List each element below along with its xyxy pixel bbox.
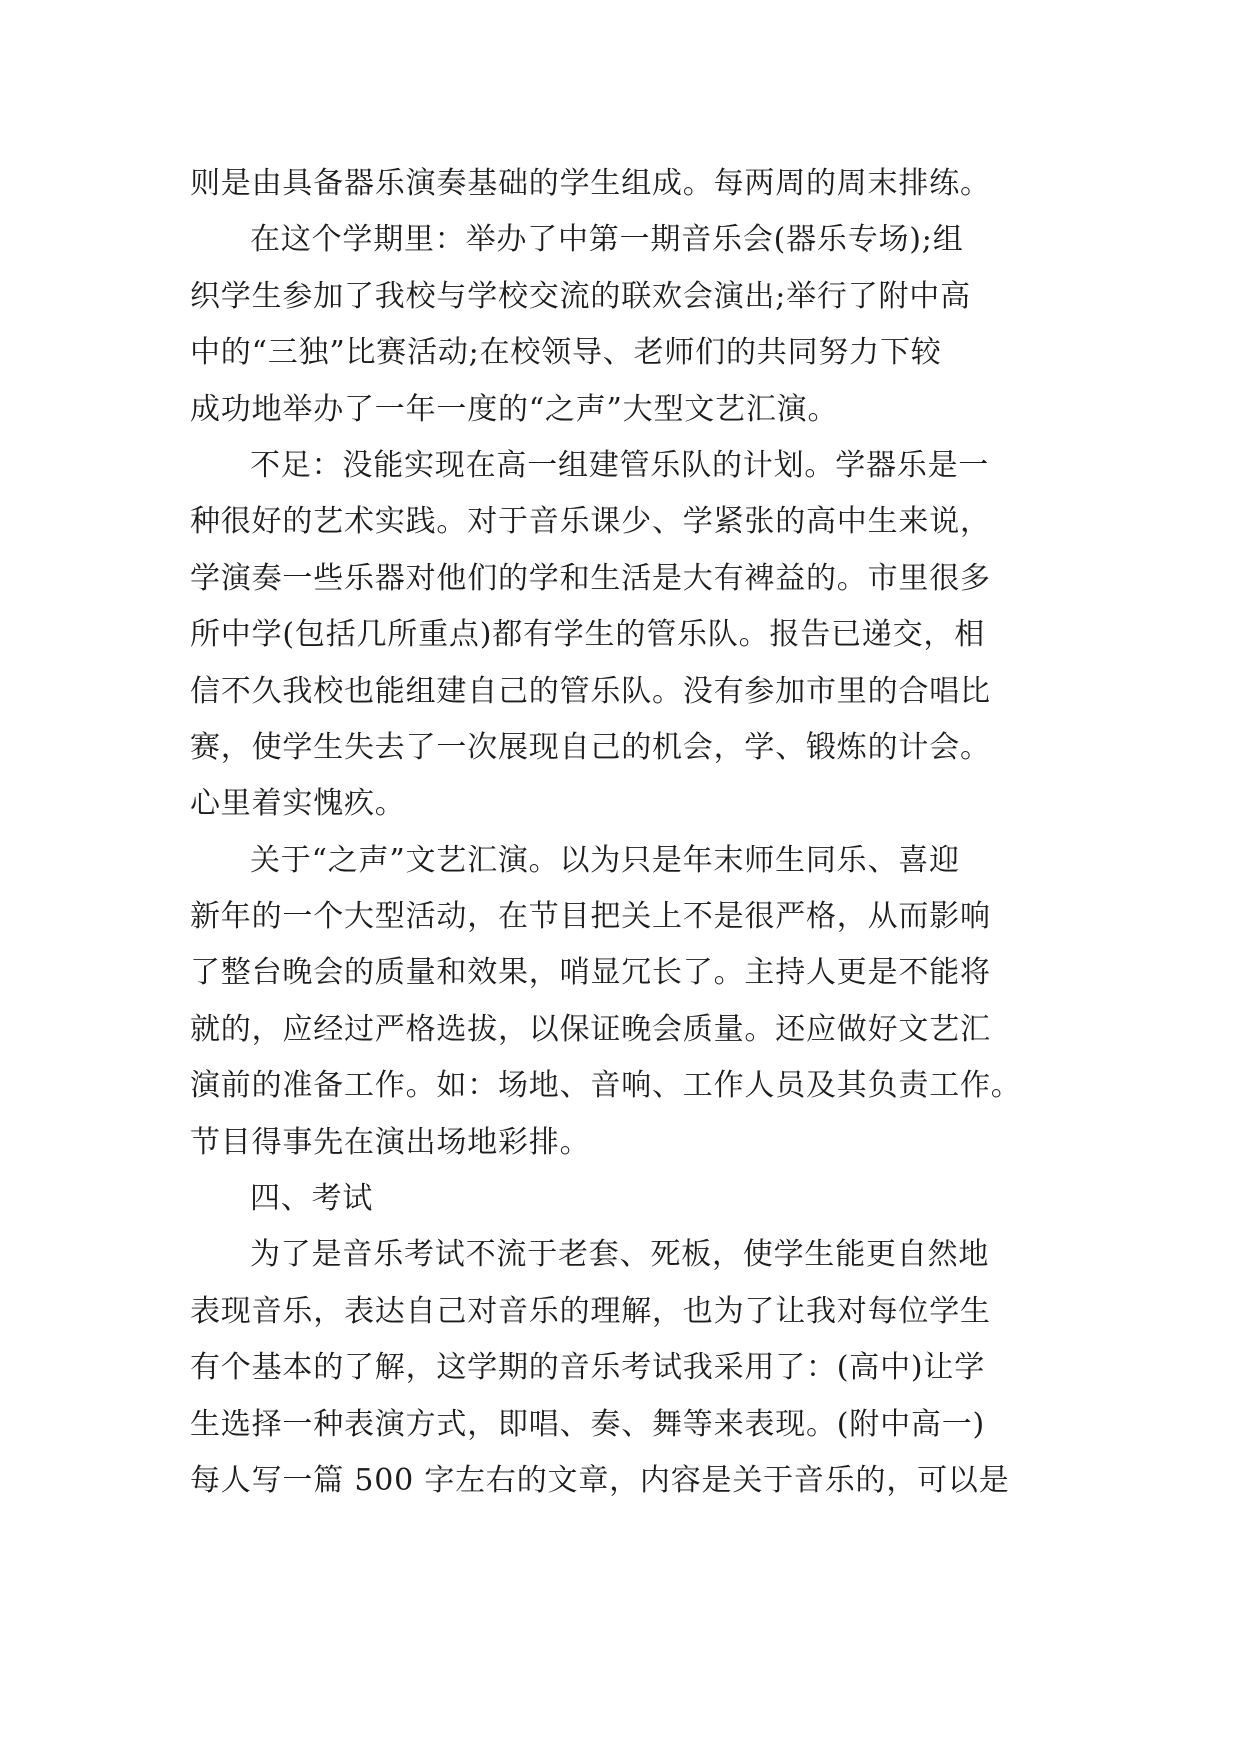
text-line: 演前的准备工作。如：场地、音响、工作人员及其负责工作。 (190, 1068, 1022, 1104)
text-line: 心里着实愧疚。 (190, 786, 406, 822)
text-line: 新年的一个大型活动，在节目把关上不是很严格，从而影响 (190, 899, 991, 935)
text-line: 有个基本的了解，这学期的音乐考试我采用了：(高中)让学 (190, 1350, 986, 1386)
text-line: 中的“三独”比赛活动;在校领导、老师们的共同努力下较 (190, 335, 942, 371)
text-line: 织学生参加了我校与学校交流的联欢会演出;举行了附中高 (190, 278, 971, 314)
section-heading: 四、考试 (250, 1181, 374, 1217)
text-line: 则是由具备器乐演奏基础的学生组成。每两周的周末排练。 (190, 166, 991, 201)
text-line: 节目得事先在演出场地彩排。 (190, 1124, 591, 1160)
text-line: 表现音乐，表达自己对音乐的理解，也为了让我对每位学生 (190, 1293, 991, 1329)
text-line: 不足：没能实现在高一组建管乐队的计划。学器乐是一 (250, 447, 990, 483)
text-line: 在这个学期里：举办了中第一期音乐会(器乐专场);组 (250, 222, 964, 258)
text-line: 所中学(包括几所重点)都有学生的管乐队。报告已递交，相 (190, 617, 986, 653)
text-line: 种很好的艺术实践。对于音乐课少、学紧张的高中生来说， (190, 504, 991, 540)
text-line: 关于“之声”文艺汇演。以为只是年末师生同乐、喜迎 (250, 842, 960, 878)
text-line: 了整台晚会的质量和效果，哨显冗长了。主持人更是不能将 (190, 955, 991, 991)
text-line: 学演奏一些乐器对他们的学和生活是大有裨益的。市里很多 (190, 560, 991, 596)
text-line: 就的，应经过严格选拔，以保证晚会质量。还应做好文艺汇 (190, 1011, 991, 1047)
text-line: 为了是音乐考试不流于老套、死板，使学生能更自然地 (250, 1237, 990, 1273)
document-body (190, 156, 1060, 1509)
text-line: 成功地举办了一年一度的“之声”大型文艺汇演。 (190, 391, 839, 427)
text-line: 每人写一篇 500 字左右的文章，内容是关于音乐的，可以是 (190, 1462, 1010, 1498)
text-line: 生选择一种表演方式，即唱、奏、舞等来表现。(附中高一) (190, 1406, 986, 1442)
text-line: 信不久我校也能组建自己的管乐队。没有参加市里的合唱比 (190, 673, 991, 709)
text-line: 赛，使学生失去了一次展现自己的机会，学、锻炼的计会。 (190, 729, 991, 765)
